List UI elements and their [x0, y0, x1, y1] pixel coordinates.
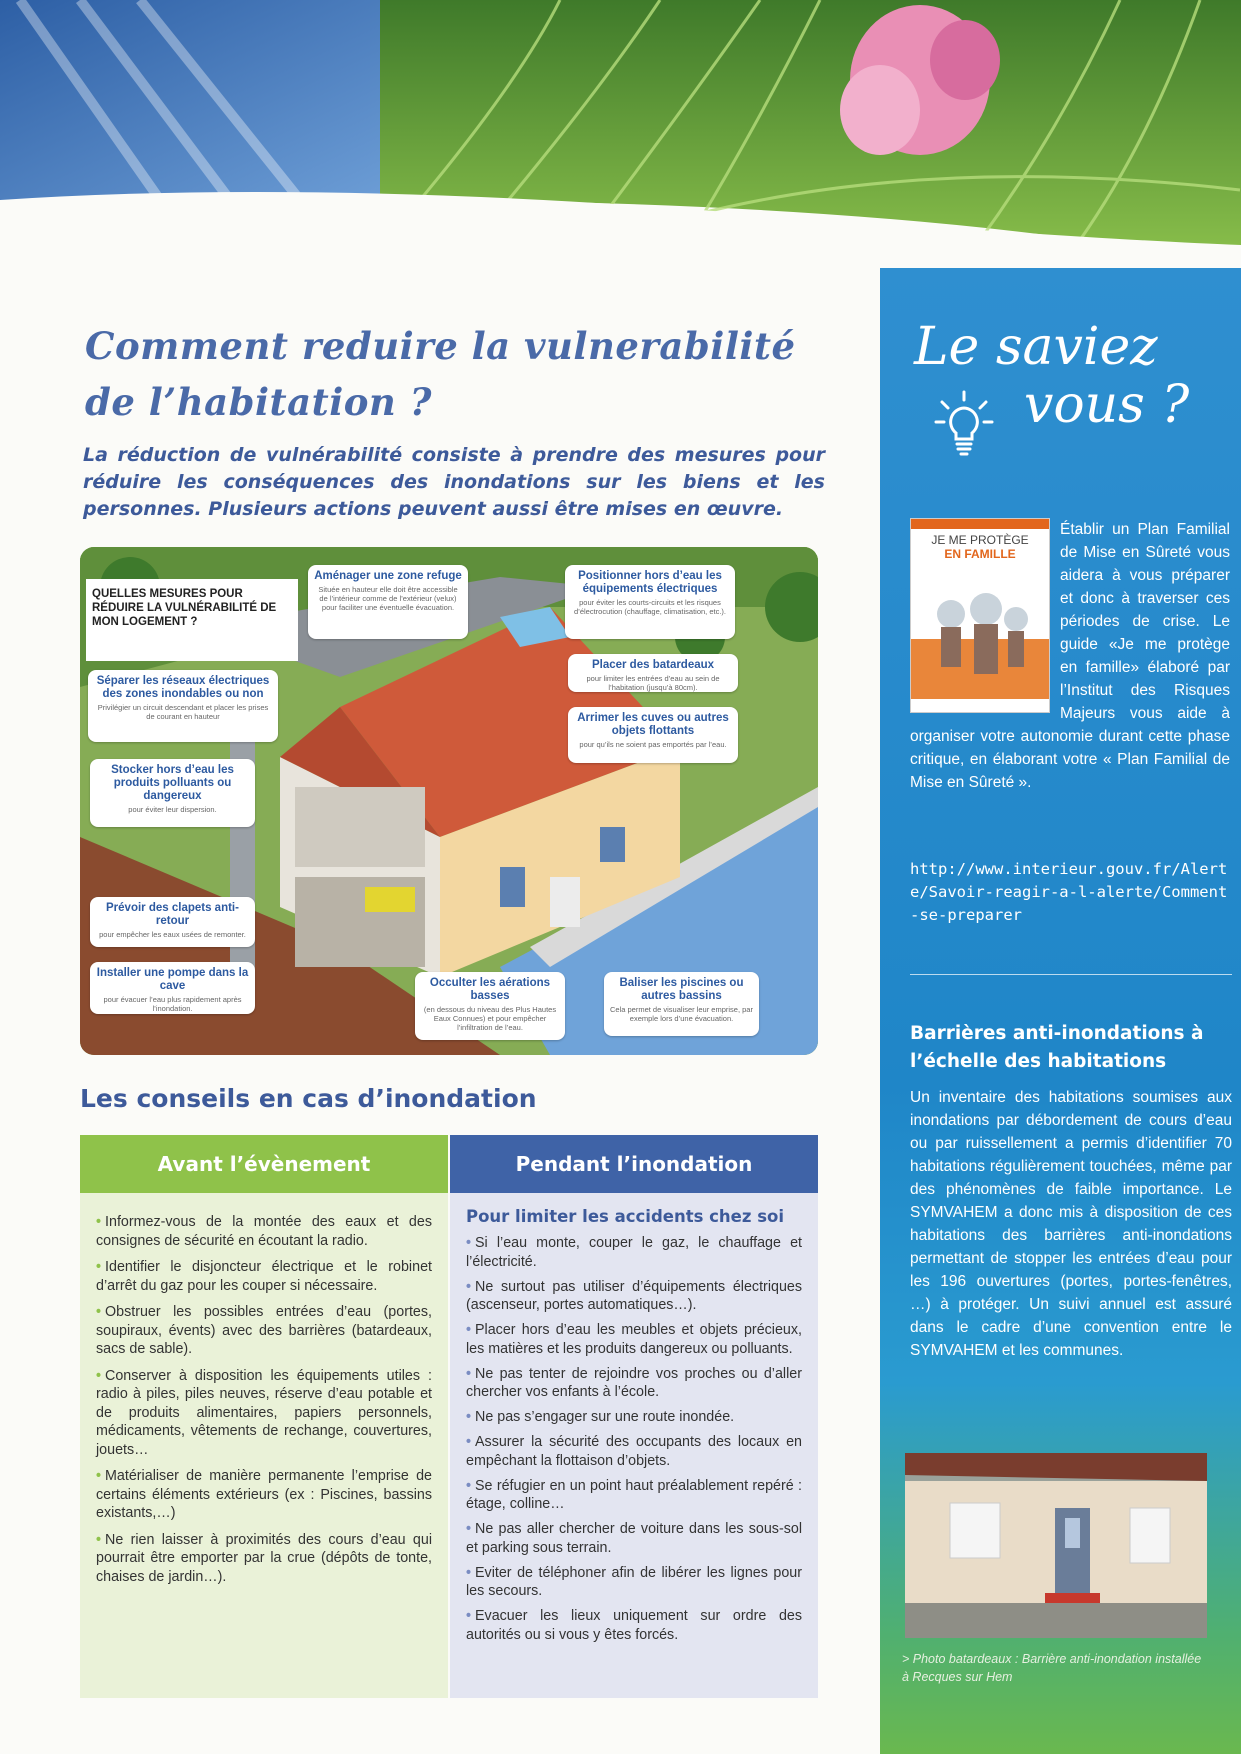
- list-item: • Matérialiser de manière permanente l’emprise de certains éléments extérieurs (ex : Piscines, bassins existants,…): [96, 1468, 432, 1521]
- list-item: • Ne pas tenter de rejoindre vos proches ou d’aller chercher vos enfants à l’école.: [466, 1365, 802, 1400]
- callout-pompe: [90, 962, 255, 1014]
- callout-title: Positionner hors d’eau les équipements électriques: [578, 570, 722, 595]
- callout-title: Arrimer les cuves ou autres objets flottants: [577, 712, 729, 737]
- callout-title: Séparer les réseaux électriques des zones inondables ou non: [96, 675, 270, 700]
- guide-paragraph: Établir un Plan Familial de Mise en Sûreté vous aidera à vous préparer et donc à traverser ces périodes de crise. Le guide «Je me protège en famille» élaboré par l’Institut des Risques Majeurs vous aide à organiser votre autonomie durant cette phase critique, en élaborant votre « Plan Familial de Mise en Sûreté ».: [910, 521, 1230, 791]
- avant-list: [96, 1213, 432, 1586]
- callout-desc: pour éviter leur dispersion.: [128, 805, 217, 814]
- list-item: • Conserver à disposition les équipements utiles : radio à piles, piles neuves, réserve d’eau potable et de produits alimentaires, papiers personnels, médicaments, vêtements de rechange, couvertures, jouets…: [96, 1367, 432, 1458]
- callout-desc: Privilégier un circuit descendant et placer les prises de courant en hauteur: [97, 703, 269, 721]
- pendant-header: Pendant l’inondation: [450, 1135, 818, 1193]
- callout-title: Installer une pompe dans la cave: [96, 967, 249, 992]
- avant-column: [80, 1193, 448, 1698]
- callout-desc: Située en hauteur elle doit être accessible de l’intérieur comme de l’extérieur (velux) pour faciliter une éventuelle évacuation.: [318, 585, 458, 612]
- callout-title: Stocker hors d’eau les produits polluants ou dangereux: [111, 764, 234, 802]
- callout-desc: pour qu’ils ne soient pas emportés par l’eau.: [579, 740, 727, 749]
- pendant-column: [450, 1193, 818, 1698]
- saviez-vous-heading: Le saviez vous ?: [914, 317, 1190, 435]
- list-item: • Evacuer les lieux uniquement sur ordre des autorités ou si vous y êtes forcés.: [466, 1608, 802, 1643]
- list-item: • Ne pas s’engager sur une route inondée.: [466, 1409, 735, 1425]
- guide-link[interactable]: http://www.interieur.gouv.fr/Alerte/Savoir-reagir-a-l-alerte/Comment-se-preparer: [910, 860, 1228, 924]
- intro-paragraph: La réduction de vulnérabilité consiste à prendre des mesures pour réduire les conséquences des inondations sur les biens et les personnes. Plusieurs actions peuvent aussi être mises en œuvre.: [83, 444, 825, 520]
- pendant-subheading: Pour limiter les accidents chez soi: [466, 1207, 785, 1226]
- list-item: • Identifier le disjoncteur électrique et le robinet d’arrêt du gaz pour les couper si nécessaire.: [96, 1259, 432, 1294]
- callout-title: Aménager une zone refuge: [314, 570, 462, 582]
- callout-equipements-electriques: [565, 565, 735, 639]
- callout-desc: pour limiter les entrées d’eau au sein de l’habitation (jusqu’à 80cm).: [586, 674, 720, 692]
- callout-reseaux-electriques: [88, 670, 278, 742]
- callout-title: Occulter les aérations basses: [429, 977, 551, 1002]
- list-item: • Eviter de téléphoner afin de libérer les lignes pour les secours.: [466, 1564, 802, 1599]
- infographic-question: QUELLES MESURES POUR RÉDUIRE LA VULNÉRABILITÉ DE MON LOGEMENT ?: [86, 579, 298, 661]
- callout-piscines: [604, 972, 759, 1036]
- callout-desc: pour empêcher les eaux usées de remonter.: [99, 930, 246, 939]
- batardeau-photo: [905, 1453, 1207, 1638]
- list-item: • Ne surtout pas utiliser d’équipements électriques (ascenseur, portes automatiques…).: [466, 1278, 802, 1313]
- divider: [910, 974, 1232, 975]
- callout-desc: pour évacuer l’eau plus rapidement après l’inondation.: [103, 995, 242, 1013]
- callout-zone-refuge: [308, 565, 468, 639]
- callout-aerations: [415, 972, 565, 1040]
- list-item: • Ne pas aller chercher de voiture dans les sous-sol et parking sous terrain.: [466, 1521, 802, 1556]
- list-item: • Si l’eau monte, couper le gaz, le chauffage et l’électricité.: [466, 1235, 802, 1270]
- banner-image: [0, 0, 1241, 245]
- list-item: • Ne rien laisser à proximités des cours d’eau qui pourrait être emporter par la crue (dépôts de tonte, chaises de jardin…).: [96, 1531, 432, 1585]
- callout-title: Placer des batardeaux: [591, 659, 715, 671]
- conseils-title: Les conseils en cas d’inondation: [80, 1084, 537, 1113]
- callout-desc: Cela permet de visualiser leur emprise, par exemple lors d’une évacuation.: [610, 1005, 753, 1023]
- callout-desc: pour éviter les courts-circuits et les risques d’électrocution (chauffage, climatisation, etc.).: [573, 598, 727, 616]
- list-item: • Assurer la sécurité des occupants des locaux en empêchant la flottaison d’objets.: [466, 1434, 802, 1469]
- sidebar-le-saviez-vous: [880, 268, 1241, 1754]
- callout-clapets: [90, 897, 255, 947]
- guide-cover-title: JE ME PROTÈGE EN FAMILLE: [931, 533, 1029, 561]
- list-item: • Obstruer les possibles entrées d’eau (portes, soupiraux, évents) avec des barrières (batardeaux, sacs de sable).: [96, 1304, 432, 1357]
- page-title: Comment reduire la vulnerabilité de l’habitation ?: [85, 324, 796, 424]
- pendant-list: [466, 1234, 802, 1644]
- callout-produits-polluants: [90, 759, 255, 827]
- house-infographic: [80, 547, 818, 1055]
- callout-arrimer-cuves: [568, 707, 738, 763]
- avant-header: Avant l’évènement: [80, 1135, 448, 1193]
- photo-caption: > Photo batardeaux : Barrière anti-inondation installée à Recques sur Hem: [902, 1652, 1202, 1684]
- list-item: • Se réfugier en un point haut préalablement repéré : étage, colline…: [466, 1477, 802, 1512]
- barrieres-paragraph: Un inventaire des habitations soumises aux inondations par débordement de cours d’eau ou par ruissellement a permis d’identifier 70 habitations régulièrement touchées, même par des phénomènes de faible importance. Le SYMVAHEM a donc mis à disposition de ces habitations des barrières anti-inondations permettant de stopper les entrées d’eau pour les 196 ouvertures (portes, portes-fenêtres, …) à protéger. Un suivi annuel est assuré dans le cadre d’une convention entre le SYMVAHEM et les communes.: [910, 1089, 1232, 1359]
- list-item: • Informez-vous de la montée des eaux et des consignes de sécurité en écoutant la radio.: [96, 1214, 432, 1249]
- callout-title: Baliser les piscines ou autres bassins: [619, 977, 744, 1002]
- callout-title: Prévoir des clapets anti-retour: [106, 902, 239, 927]
- list-item: • Placer hors d’eau les meubles et objets précieux, les matières et les produits dangereux ou polluants.: [466, 1322, 802, 1357]
- lightbulb-icon: [934, 390, 994, 460]
- barrieres-title: Barrières anti-inondations à l’échelle des habitations: [910, 1023, 1204, 1072]
- callout-desc: (en dessous du niveau des Plus Hautes Eaux Connues) et pour empêcher l’infiltration de l’eau.: [423, 1005, 557, 1032]
- callout-batardeaux: [568, 654, 738, 692]
